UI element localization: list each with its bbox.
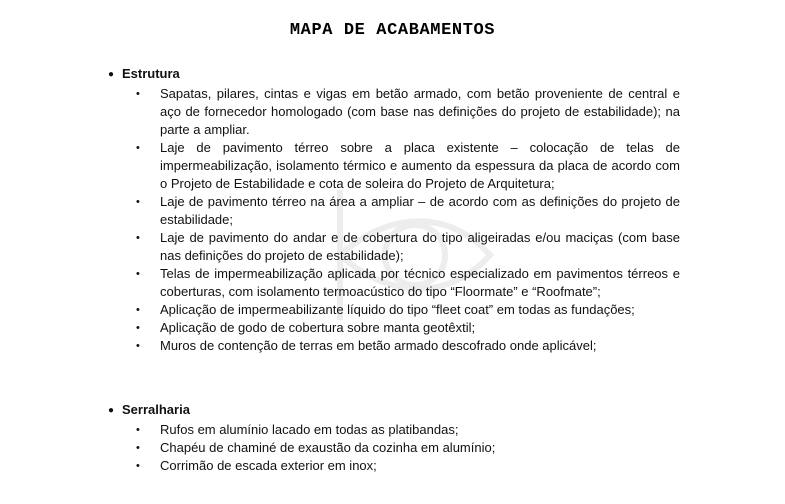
bullet-icon: •	[136, 196, 140, 208]
bullet-icon: •	[136, 322, 140, 334]
list-item-text: Chapéu de chaminé de exaustão da cozinha em alumínio;	[160, 440, 496, 455]
section-heading	[108, 402, 190, 419]
section-heading-label: Serralharia	[122, 402, 190, 417]
list-item-text: Rufos em alumínio lacado em todas as platibandas;	[160, 422, 459, 437]
list-item-text: Muros de contenção de terras em betão armado descofrado onde aplicável;	[160, 338, 597, 353]
list-item	[136, 229, 680, 265]
bullet-icon: •	[136, 460, 140, 472]
list-item	[136, 439, 680, 457]
list-item-text: Sapatas, pilares, cintas e vigas em betão armado, com betão proveniente de central e aço de fornecedor homologado (com base nas definições do projeto de estabilidade); na parte a ampliar.	[160, 86, 680, 137]
list-item	[136, 193, 680, 229]
bullet-icon: •	[136, 340, 140, 352]
list-item-text: Laje de pavimento do andar e de cobertura do tipo aligeiradas e/ou maciças (com base nas definições do projeto de estabilidade);	[160, 230, 680, 263]
bullet-icon: ●	[108, 405, 115, 416]
list-item	[136, 421, 680, 439]
bullet-icon: •	[136, 442, 140, 454]
bullet-icon: •	[136, 142, 140, 154]
list-item-text: Aplicação de godo de cobertura sobre manta geotêxtil;	[160, 320, 476, 335]
bullet-icon: ●	[108, 69, 115, 80]
list-item	[136, 337, 680, 355]
bullet-icon: •	[136, 424, 140, 436]
item-list	[136, 85, 680, 355]
section-heading	[108, 66, 180, 83]
bullet-icon: •	[136, 232, 140, 244]
document-title: MAPA DE ACABAMENTOS	[289, 21, 496, 40]
bullet-icon: •	[136, 88, 140, 100]
section-heading-label: Estrutura	[122, 66, 180, 81]
list-item-text: Laje de pavimento térreo sobre a placa existente – colocação de telas de impermeabilização, isolamento térmico e aumento da espessura da placa de acordo com o Projeto de Estabilidade e cota de soleira do Projeto de Arquitetura;	[160, 140, 680, 191]
item-list	[136, 421, 680, 475]
list-item	[136, 301, 680, 319]
list-item	[136, 457, 680, 475]
bullet-icon: •	[136, 268, 140, 280]
list-item-text: Telas de impermeabilização aplicada por técnico especializado em pavimentos térreos e coberturas, com isolamento termoacústico do tipo “Floormate” e “Roofmate”;	[160, 266, 680, 299]
bullet-icon: •	[136, 304, 140, 316]
list-item	[136, 139, 680, 193]
list-item	[136, 319, 680, 337]
list-item-text: Laje de pavimento térreo na área a ampliar – de acordo com as definições do projeto de estabilidade;	[160, 194, 680, 227]
list-item	[136, 265, 680, 301]
list-item-text: Corrimão de escada exterior em inox;	[160, 458, 377, 473]
list-item	[136, 85, 680, 139]
list-item-text: Aplicação de impermeabilizante líquido do tipo “fleet coat” em todas as fundações;	[160, 302, 635, 317]
